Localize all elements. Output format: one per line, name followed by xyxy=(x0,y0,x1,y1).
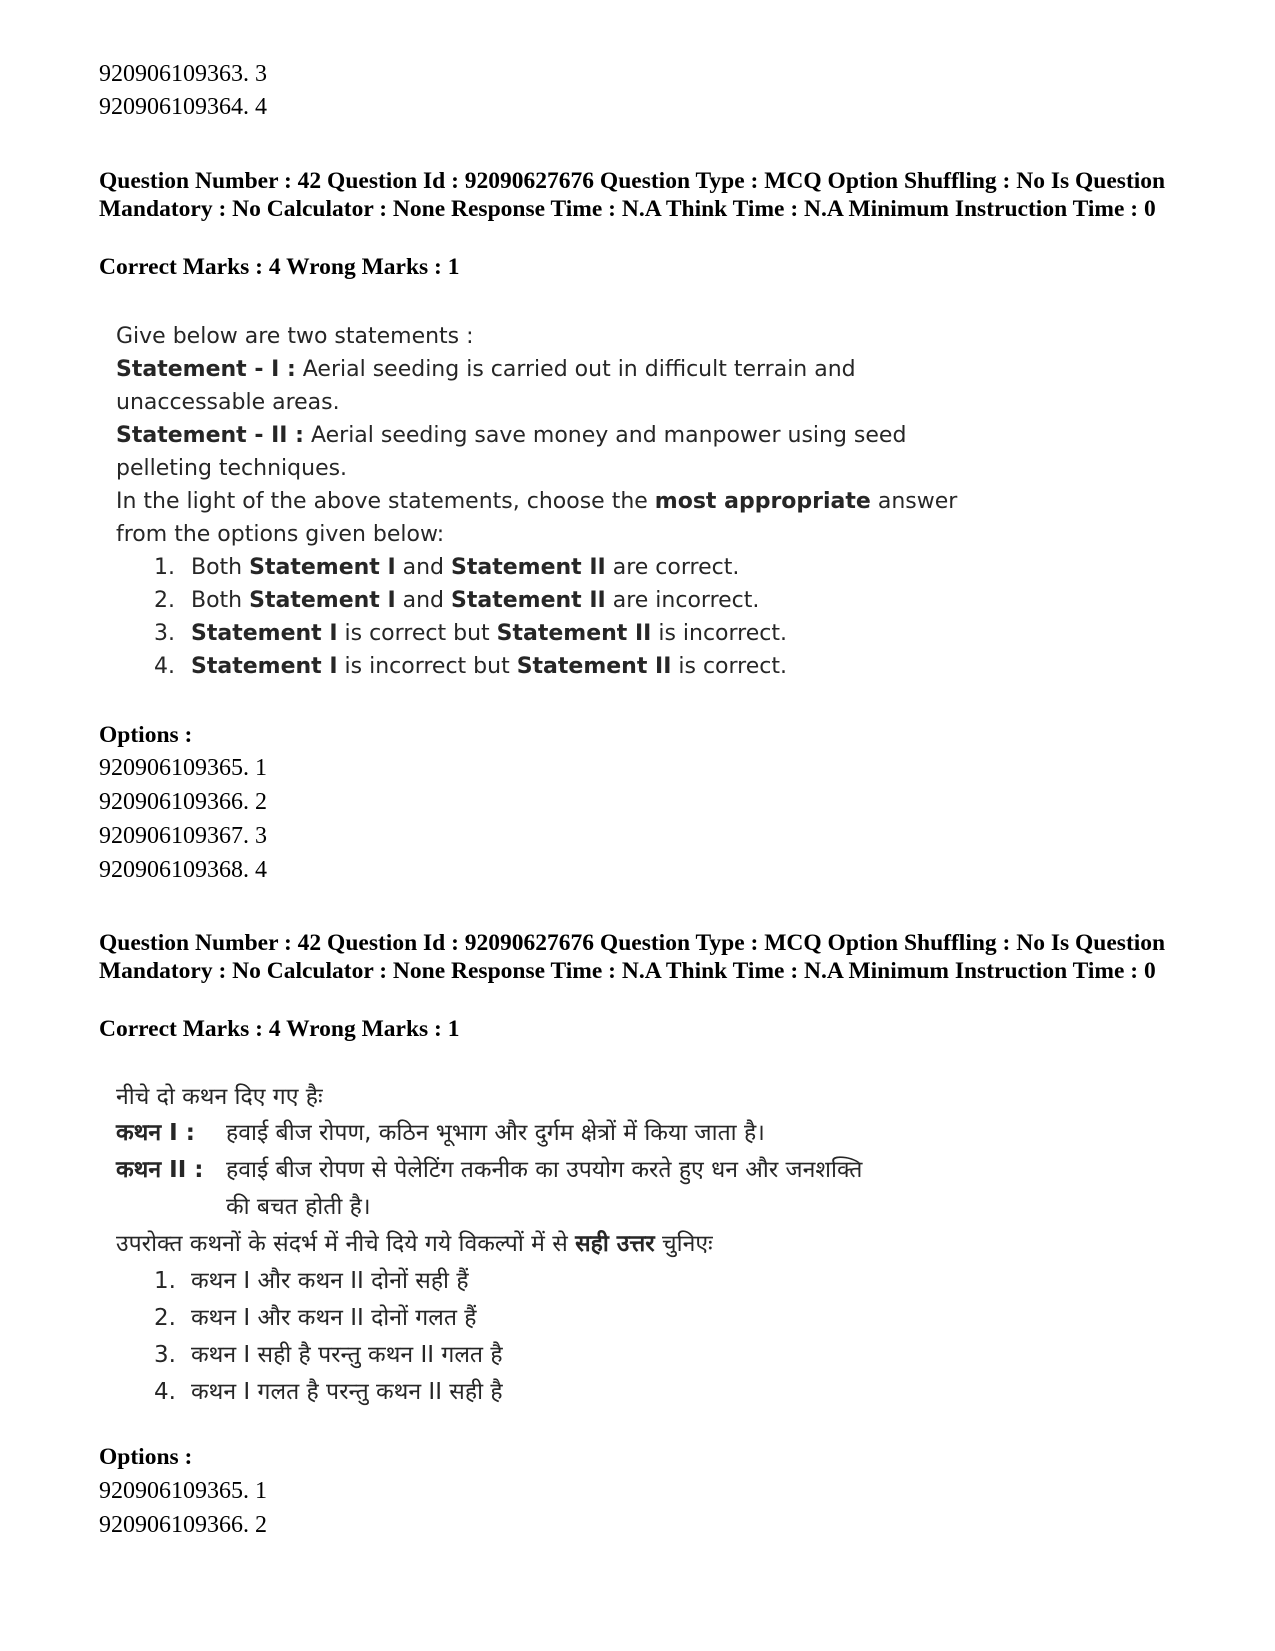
choice-number: 4. xyxy=(154,654,175,679)
statement-1-label: Statement - I : xyxy=(116,357,296,382)
statement-1-text: Aerial seeding is carried out in difficult terrain and xyxy=(295,357,856,382)
statement-2-text: Aerial seeding save money and manpower using seed xyxy=(303,423,907,448)
choice-text: कथन I गलत है परन्तु कथन II सही है xyxy=(191,1379,503,1405)
statement-1-cont: unaccessable areas. xyxy=(116,390,340,415)
choice-text: कथन I सही है परन्तु कथन II गलत है xyxy=(191,1342,503,1368)
statement-2 xyxy=(116,421,906,451)
instruction-text: चुनिएः xyxy=(654,1231,713,1257)
instruction-cont: from the options given below: xyxy=(116,522,445,547)
option-line: 920906109366. 2 xyxy=(99,1512,267,1538)
option-line: 920906109368. 4 xyxy=(99,857,267,883)
statement-2-cont: की बचत होती है। xyxy=(226,1194,371,1220)
choice-text: कथन I और कथन II दोनों सही हैं xyxy=(191,1268,469,1294)
instruction xyxy=(116,1229,713,1259)
option-line: 920906109367. 3 xyxy=(99,823,267,849)
marks-line: Correct Marks : 4 Wrong Marks : 1 xyxy=(99,254,460,280)
choice-text: Both Statement I and Statement II are correct. xyxy=(191,555,740,580)
statement-1 xyxy=(116,1118,195,1148)
choice-number: 1. xyxy=(154,555,175,580)
choice-number: 1. xyxy=(154,1268,176,1294)
choice-number: 3. xyxy=(154,621,175,646)
statement-2-text: हवाई बीज रोपण से पेलेटिंग तकनीक का उपयोग करते हुए धन और जनशक्ति xyxy=(226,1157,863,1183)
question-header: Question Number : 42 Question Id : 92090627676 Question Type : MCQ Option Shuffling : No Is Question Mandatory : No Calculator : None Response Time : N.A Think Time : N.A Minimum Instruction Time : 0 xyxy=(99,930,1166,984)
choice-number: 2. xyxy=(154,1305,176,1331)
statement-1-label: कथन I : xyxy=(116,1120,195,1146)
instruction-text: In the light of the above statements, choose the xyxy=(116,489,655,514)
instruction-bold: सही उत्तर xyxy=(575,1231,655,1257)
statement-1 xyxy=(116,355,856,385)
marks-line: Correct Marks : 4 Wrong Marks : 1 xyxy=(99,1016,460,1042)
option-line: 920906109365. 1 xyxy=(99,755,267,781)
option-line: 920906109366. 2 xyxy=(99,789,267,815)
instruction xyxy=(116,487,957,517)
choice-text: कथन I और कथन II दोनों गलत हैं xyxy=(191,1305,477,1331)
choice-text: Statement I is incorrect but Statement II is correct. xyxy=(191,654,787,679)
options-label: Options : xyxy=(99,722,193,748)
choice-number: 4. xyxy=(154,1379,176,1405)
choice-text: Statement I is correct but Statement II is incorrect. xyxy=(191,621,787,646)
statement-2-label: Statement - II : xyxy=(116,423,304,448)
choice-text: Both Statement I and Statement II are incorrect. xyxy=(191,588,760,613)
statement-2-label: कथन II : xyxy=(116,1157,204,1183)
instruction-text: उपरोक्त कथनों के संदर्भ में नीचे दिये गये विकल्पों में से xyxy=(116,1231,576,1257)
statement-2-cont: pelleting techniques. xyxy=(116,456,348,481)
option-line: 920906109364. 4 xyxy=(99,94,267,120)
options-label: Options : xyxy=(99,1444,193,1470)
choice-number: 2. xyxy=(154,588,175,613)
statement-1-text: हवाई बीज रोपण, कठिन भूभाग और दुर्गम क्षेत्रों में किया जाता है। xyxy=(226,1120,765,1146)
instruction-bold: most appropriate xyxy=(654,489,871,514)
statement-2 xyxy=(116,1155,203,1185)
question-intro: नीचे दो कथन दिए गए हैः xyxy=(116,1084,323,1110)
option-line: 920906109363. 3 xyxy=(99,61,267,87)
question-intro: Give below are two statements : xyxy=(116,324,474,349)
instruction-text: answer xyxy=(870,489,958,514)
option-line: 920906109365. 1 xyxy=(99,1478,267,1504)
choice-number: 3. xyxy=(154,1342,176,1368)
question-header: Question Number : 42 Question Id : 92090627676 Question Type : MCQ Option Shuffling : No Is Question Mandatory : No Calculator : None Response Time : N.A Think Time : N.A Minimum Instruction Time : 0 xyxy=(99,168,1166,222)
